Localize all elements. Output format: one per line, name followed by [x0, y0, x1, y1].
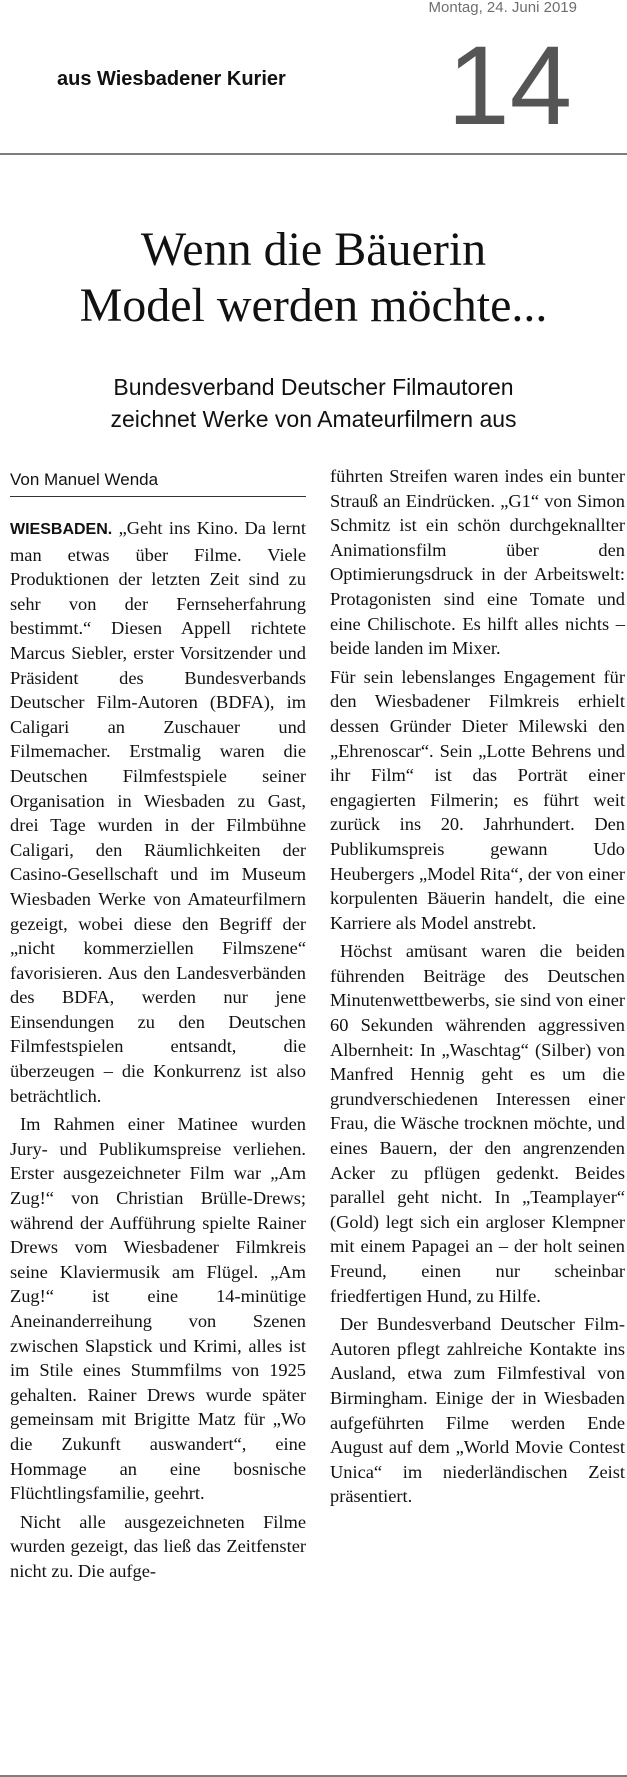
- header-rule: [0, 153, 627, 155]
- headline: [0, 222, 627, 334]
- paragraph: Der Bundesverband Deutscher Film-Autoren pflegt zahlreiche Kontakte ins Ausland, etwa zum Filmfestival von Birmingham. Einige der in Wiesbaden aufgeführten Filme werden Ende August auf dem „World Movie Contest Unica“ im niederländischen Zeist präsentiert.: [330, 1314, 625, 1507]
- subheadline-line-2: zeichnet Werke von Amateurfilmern aus: [110, 406, 517, 432]
- paragraph-text: „Geht ins Kino. Da lernt man etwas über Filme. Viele Produktionen der letzten Zeit sind zu sehr von der Fernseherfahrung bestimmt.“ Diesen Appell richtete Marcus Siebler, erster Vorsitzender und Präsident des Bundesverbands Deutscher Film-Autoren (BDFA), im Caligari an Zuschauer und Filmemacher. Erstmalig waren die Deutschen Filmfestspiele seiner Organisation in Wiesbaden zu Gast, drei Tage wurden in der Filmbühne Caligari, den Räumlichkeiten der Casino-Gesellschaft und im Museum Wiesbaden Werke von Amateurfilmern gezeigt, wobei diese den Begriff der „nicht kommerziellen Filmszene“ favorisieren. Aus den Landesverbänden des BDFA, werden nur jene Einsendungen zu den Deutschen Filmfestspielen entsandt, die überzeugen – die Konkurrenz ist also beträchtlich.: [10, 518, 306, 1106]
- subheadline-line-1: Bundesverband Deutscher Filmautoren: [113, 374, 514, 400]
- dateline: WIESBADEN.: [10, 521, 113, 538]
- issue-date: Montag, 24. Juni 2019: [428, 0, 577, 16]
- page-number: 14: [447, 23, 572, 148]
- paragraph: Im Rahmen einer Matinee wurden Jury- und Publikumspreise verliehen. Erster ausgezeichneter Film war „Am Zug!“ von Christian Brülle-Drews; während der Aufführung spielte Rainer Drews vom Wiesbadener Filmkreis seine Klaviermusik am Flügel. „Am Zug!“ ist eine 14-minütige Aneinanderreihung von Szenen zwischen Slapstick und Krimi, alles ist im Stile eines Stummfilms von 1925 gehalten. Rainer Drews wurde später gemeinsam mit Brigitte Matz für „Wo die Zukunft auswandert“, eine Hommage an eine bosnische Flüchtlingsfamilie, geehrt.: [10, 1114, 306, 1504]
- source-label: aus Wiesbadener Kurier: [57, 68, 286, 90]
- article-column-1: [10, 516, 306, 1588]
- byline: Von Manuel Wenda: [10, 468, 306, 497]
- paragraph: führten Streifen waren indes ein bunter Strauß an Eindrücken. „G1“ von Simon Schmitz ist ein schön durchgeknallter Animationsfilm über den Optimierungsdruck in der Arbeitswelt: Protagonisten sind eine Tomate und eine Chilischote. Es hilft alles nichts – beide landen im Mixer.: [330, 466, 625, 659]
- headline-line-1: Wenn die Bäuerin: [140, 223, 487, 276]
- paragraph: Nicht alle ausgezeichneten Filme wurden gezeigt, das ließ das Zeitfenster nicht zu. Die aufge-: [10, 1511, 306, 1581]
- paragraph: Höchst amüsant waren die beiden führenden Beiträge des Deutschen Minutenwettbewerbs, sie sind von einer 60 Sekunden währenden aggressiven Albernheit: In „Waschtag“ (Silber) von Manfred Hennig geht es um die grundverschiedenen Interessen einer Frau, die Wäsche trocknen möchte, und eines Bauern, der den angrenzenden Acker zu pflügen gedenkt. Beides parallel geht nicht. In „Teamplayer“ (Gold) legt sich ein argloser Klempner mit einem Papagei an – der holt seinen Freund, einen nur scheinbar friedfertigen Hund, zu Hilfe.: [330, 941, 625, 1306]
- paragraph: Für sein lebenslanges Engagement für den Wiesbadener Filmkreis erhielt dessen Gründer Dieter Milewski den „Ehrenoscar“. Sein „Lotte Behrens und ihr Film“ ist das Porträt einer engagierten Filmerin; es führt weit zurück ins 20. Jahrhundert. Den Publikumspreis gewann Udo Heubergers „Model Rita“, der von einer korpulenten Bäuerin handelt, die eine Karriere als Model anstrebt.: [330, 666, 625, 933]
- article-column-2: [330, 464, 625, 1513]
- headline-line-2: Model werden möchte...: [79, 279, 548, 332]
- paragraph: [10, 516, 306, 1108]
- subheadline: [0, 371, 627, 435]
